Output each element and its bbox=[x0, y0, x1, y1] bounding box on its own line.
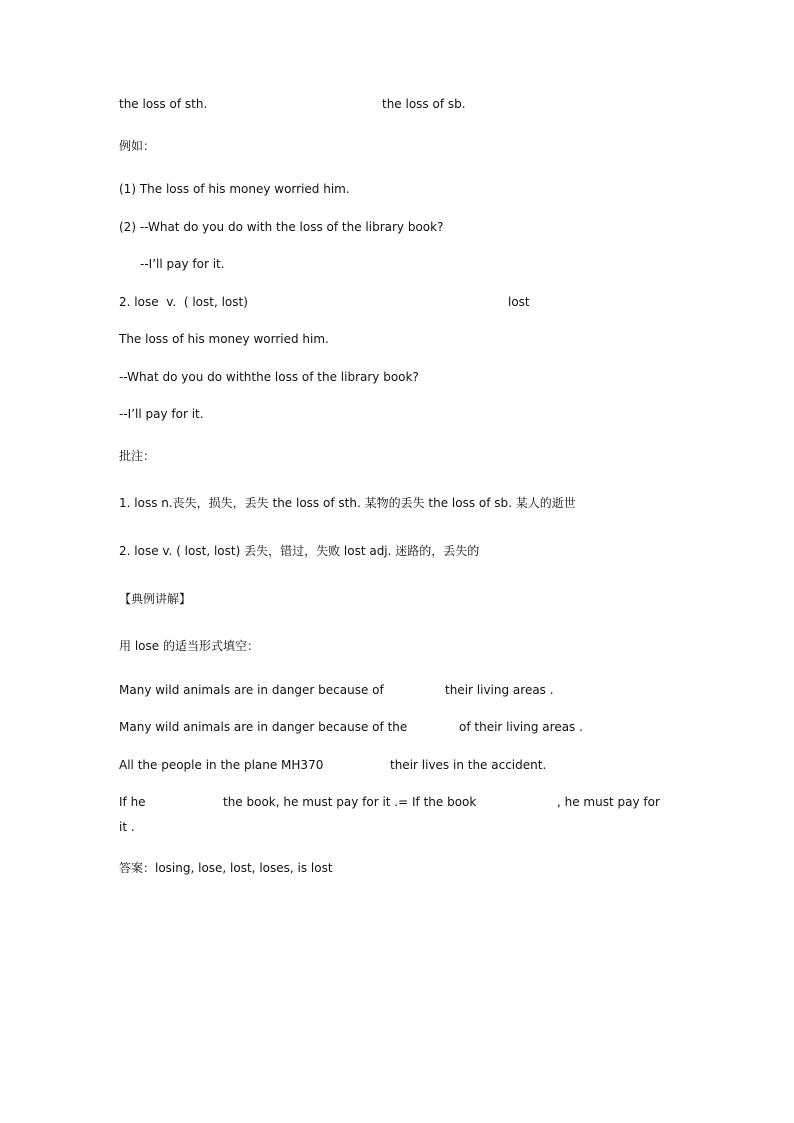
exercise-4-part-a: If he bbox=[119, 795, 146, 809]
exercise-2 bbox=[119, 719, 583, 735]
exercise-1 bbox=[119, 682, 554, 698]
exercise-instruction: 用 lose 的适当形式填空： bbox=[119, 639, 259, 653]
sentence-loss-money: The loss of his money worried him. bbox=[119, 332, 329, 346]
exercise-4-part-b: the book, he must pay for it .= If the book bbox=[223, 795, 477, 809]
exercise-3-part-b: their lives in the accident. bbox=[390, 758, 547, 772]
exercise-1-part-a: Many wild animals are in danger because of bbox=[119, 683, 384, 697]
label-example: 例如： bbox=[119, 139, 156, 153]
exercise-3 bbox=[119, 757, 547, 773]
exercise-2-part-a: Many wild animals are in danger because of the bbox=[119, 720, 408, 734]
section-heading-examples: 【典例讲解】 bbox=[119, 592, 192, 606]
sentence-answer: --I’ll pay for it. bbox=[119, 407, 204, 421]
exercise-2-part-b: of their living areas . bbox=[459, 720, 583, 734]
example-2-answer: --I’ll pay for it. bbox=[140, 257, 225, 271]
exercise-1-part-b: their living areas . bbox=[445, 683, 554, 697]
exercise-4 bbox=[119, 794, 660, 810]
exercise-4-part-c: , he must pay for bbox=[557, 795, 660, 809]
annotation-lose: 2. lose v. ( lost, lost) 丢失，错过，失败 lost adj. 迷路的，丢失的 bbox=[119, 544, 480, 558]
phrase-loss-of-sth: the loss of sth. bbox=[119, 97, 208, 111]
answer-key: 答案：losing, lose, lost, loses, is lost bbox=[119, 861, 333, 875]
line-lose-verb bbox=[119, 294, 530, 310]
example-2-question: (2) --What do you do with the loss of the library book? bbox=[119, 220, 444, 234]
label-annotation: 批注： bbox=[119, 449, 156, 463]
exercise-4-continued: it . bbox=[119, 820, 135, 834]
exercise-3-part-a: All the people in the plane MH370 bbox=[119, 758, 324, 772]
sentence-question: --What do you do withthe loss of the library book? bbox=[119, 370, 419, 384]
lost-word: lost bbox=[508, 295, 530, 309]
example-1: (1) The loss of his money worried him. bbox=[119, 182, 350, 196]
annotation-loss: 1. loss n.丧失，损失，丢失 the loss of sth. 某物的丢失 the loss of sb. 某人的逝世 bbox=[119, 496, 576, 510]
phrase-loss-of-sb: the loss of sb. bbox=[382, 97, 466, 111]
lose-verb-forms: 2. lose v. ( lost, lost) bbox=[119, 295, 248, 309]
line-loss-phrases bbox=[119, 96, 466, 112]
